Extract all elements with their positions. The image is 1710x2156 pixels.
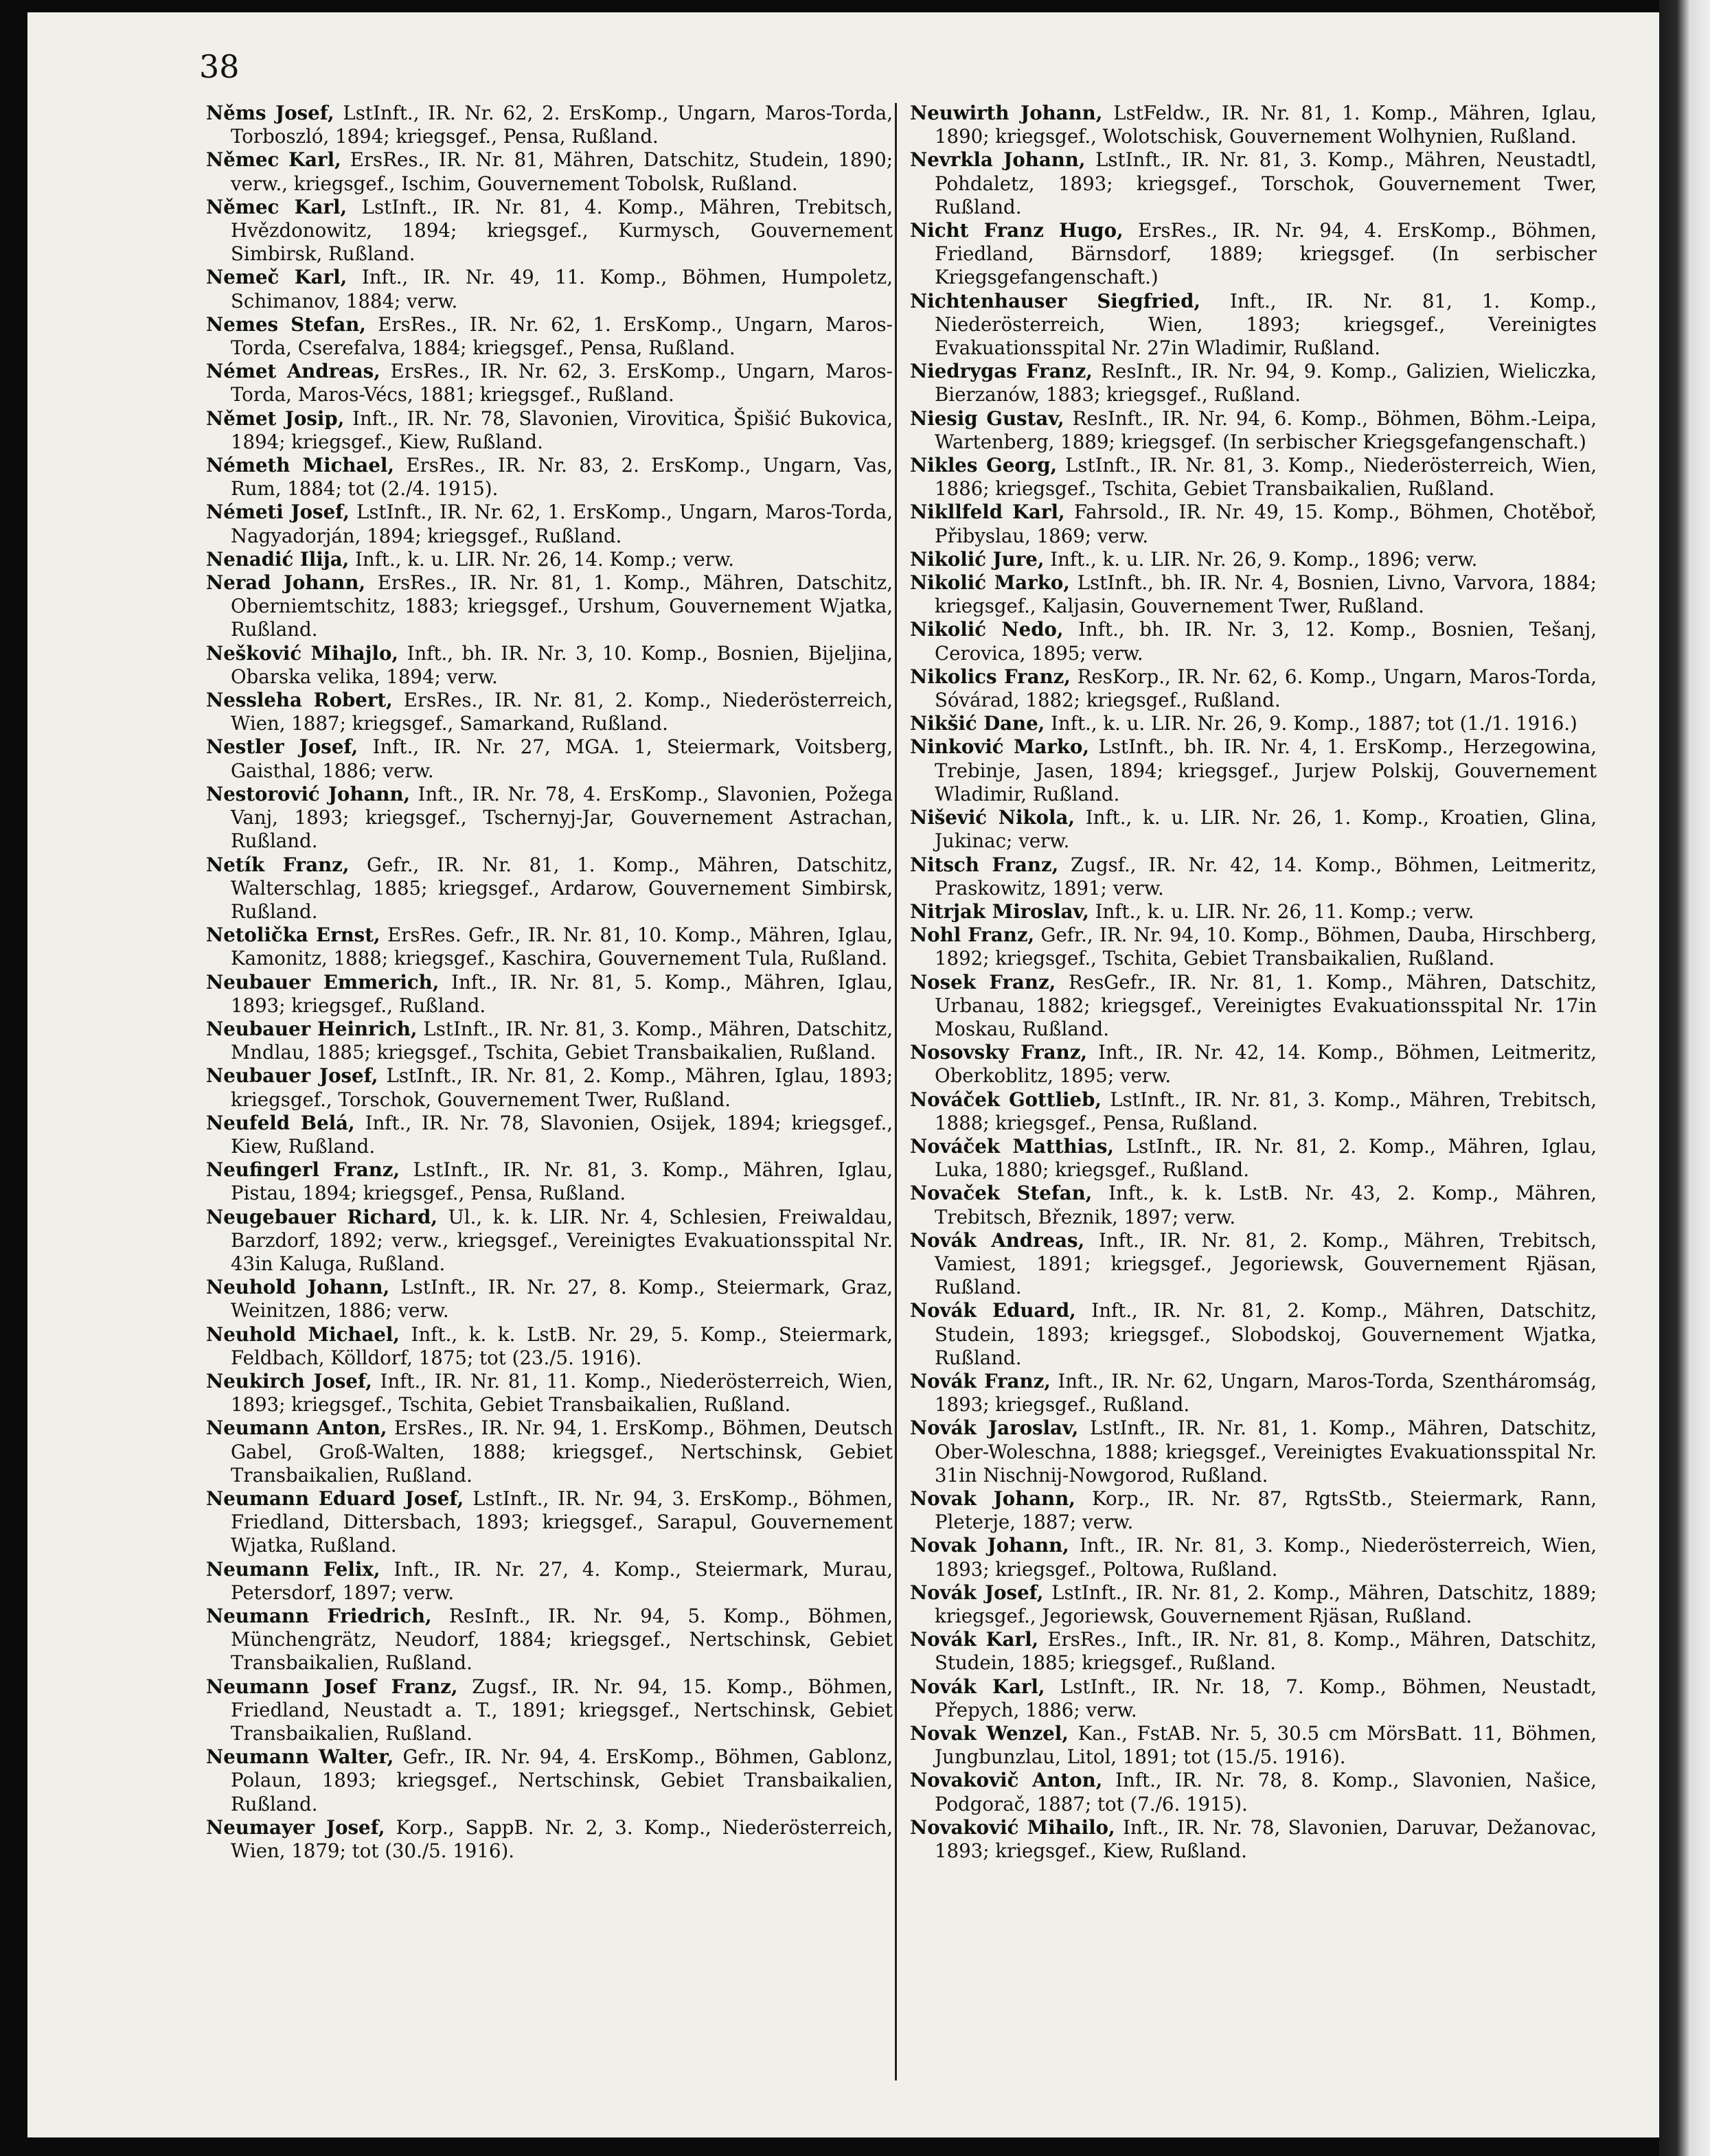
entry-details: Zugsf., IR. Nr. 94, 15. Komp., Böhmen, Friedland, Neustadt a. T., 1891; kriegsgef., Nertschinsk, Gebiet Transbaikalien, Rußland. [231, 1675, 893, 1745]
casualty-entry [910, 1370, 1597, 1417]
entry-name: Novak Johann, [910, 1534, 1069, 1557]
casualty-entry [910, 1135, 1597, 1182]
entry-details: LstInft., IR. Nr. 81, 2. Komp., Mähren, Iglau, Luka, 1880; kriegsgef., Rußland. [935, 1134, 1597, 1182]
entry-name: Novák Eduard, [910, 1299, 1076, 1322]
entry-name: Nikles Georg, [910, 454, 1058, 477]
entry-details: ErsRes., IR. Nr. 81, 2. Komp., Niederösterreich, Wien, 1887; kriegsgef., Samarkand, Rußland. [231, 689, 893, 735]
entry-details: Inft., IR. Nr. 81, 2. Komp., Mähren, Trebitsch, Vamiest, 1891; kriegsgef., Jegoriewsk, Gouvernement Rjäsan, Rußland. [935, 1228, 1597, 1299]
casualty-entry [910, 1675, 1597, 1722]
entry-name: Novák Franz, [910, 1369, 1051, 1392]
entry-details: Inft., IR. Nr. 49, 11. Komp., Böhmen, Humpoletz, Schimanov, 1884; verw. [231, 266, 893, 312]
entry-name: Novak Johann, [910, 1487, 1075, 1510]
entry-name: Neumann Friedrich, [206, 1605, 432, 1627]
casualty-entry [910, 571, 1597, 618]
entry-name: Novák Josef, [910, 1581, 1044, 1604]
entry-name: Novakovič Anton, [910, 1769, 1103, 1792]
entry-name: Němec Karl, [206, 148, 341, 172]
entry-name: Nenadić Ilija, [206, 547, 350, 571]
casualty-entry [910, 971, 1597, 1042]
left-column [206, 102, 893, 1863]
casualty-entry [910, 900, 1597, 924]
entry-details: LstInft., IR. Nr. 81, 4. Komp., Mähren, Trebitsch, Hvězdonowitz, 1894; kriegsgef., Kurmysch, Gouvernement Simbirsk, Rußland. [231, 195, 893, 266]
entry-details: Inft., IR. Nr. 62, Ungarn, Maros-Torda, Szentháromság, 1893; kriegsgef., Rußland. [935, 1369, 1597, 1417]
entry-name: Neumayer Josef, [206, 1815, 385, 1839]
entry-name: Němec Karl, [206, 195, 347, 218]
entry-details: ErsRes., IR. Nr. 94, 4. ErsKomp., Böhmen, Friedland, Bärnsdorf, 1889; kriegsgef. (In serbischer Kriegsgefangenschaft.) [935, 219, 1597, 289]
entry-details: ResInft., IR. Nr. 94, 6. Komp., Böhmen, Böhm.-Leipa, Wartenberg, 1889; kriegsgef. (In serbischer Kriegsgefangenschaft.) [935, 406, 1597, 453]
entry-details: Inft., IR. Nr. 78, Slavonien, Daruvar, Dežanovac, 1893; kriegsgef., Kiew, Rußland. [935, 1815, 1597, 1863]
casualty-entry [910, 924, 1597, 970]
entry-details: Inft., k. k. LstB. Nr. 29, 5. Komp., Steiermark, Feldbach, Kölldorf, 1875; tot (23./5. 1916). [231, 1322, 893, 1369]
entry-name: Nohl Franz, [910, 924, 1035, 947]
entry-name: Neuhold Johann, [206, 1276, 390, 1299]
entry-details: Inft., IR. Nr. 78, 4. ErsKomp., Slavonien, Požega Vanj, 1893; kriegsgef., Tschernyj-Jar, Gouvernement Astrachan, Rußland. [231, 782, 893, 853]
entry-details: Korp., IR. Nr. 87, RgtsStb., Steiermark, Rann, Pleterje, 1887; verw. [935, 1487, 1597, 1534]
entry-name: Nováček Matthias, [910, 1134, 1115, 1158]
entry-details: LstInft., IR. Nr. 27, 8. Komp., Steiermark, Graz, Weinitzen, 1886; verw. [231, 1276, 893, 1322]
right-column [910, 102, 1597, 1863]
casualty-entry [206, 853, 893, 924]
casualty-entry [206, 689, 893, 735]
entry-details: Inft., IR. Nr. 81, 1. Komp., Niederösterreich, Wien, 1893; kriegsgef., Vereinigtes Evakuationsspital Nr. 27in Wladimir, Rußland. [935, 289, 1597, 360]
entry-name: Novaković Mihailo, [910, 1815, 1115, 1839]
casualty-entry [206, 735, 893, 782]
casualty-entry [910, 618, 1597, 665]
column-divider [895, 103, 897, 2080]
casualty-entry [206, 266, 893, 312]
entry-details: Inft., IR. Nr. 78, Slavonien, Osijek, 1894; kriegsgef., Kiew, Rußland. [231, 1111, 893, 1158]
entry-name: Nicht Franz Hugo, [910, 219, 1124, 242]
casualty-entry [910, 1816, 1597, 1863]
casualty-entry [910, 665, 1597, 712]
casualty-entry [206, 783, 893, 853]
entry-details: Gefr., IR. Nr. 94, 10. Komp., Böhmen, Dauba, Hirschberg, 1892; kriegsgef., Tschita, Gebiet Transbaikalien, Rußland. [935, 924, 1597, 970]
entry-details: Inft., k. u. LIR. Nr. 26, 9. Komp., 1896; verw. [1050, 547, 1478, 571]
entry-details: Gefr., IR. Nr. 81, 1. Komp., Mähren, Datschitz, Walterschlag, 1885; kriegsgef., Ardarow, Gouvernement Simbirsk, Rußland. [231, 853, 893, 923]
casualty-entry [206, 1276, 893, 1322]
casualty-entry [910, 1417, 1597, 1487]
entry-details: LstInft., IR. Nr. 81, 3. Komp., Mähren, Datschitz, Mndlau, 1885; kriegsgef., Tschita, Gebiet Transbaikalien, Rußland. [231, 1017, 893, 1064]
casualty-entry [910, 1581, 1597, 1628]
entry-name: Novák Karl, [910, 1628, 1039, 1651]
entry-details: LstInft., IR. Nr. 62, 2. ErsKomp., Ungarn, Maros-Torda, Torboszló, 1894; kriegsgef., Pensa, Rußland. [231, 102, 893, 148]
casualty-entry [206, 454, 893, 501]
entry-details: Zugsf., IR. Nr. 42, 14. Komp., Böhmen, Leitmeritz, Praskowitz, 1891; verw. [935, 853, 1597, 899]
entry-details: Inft., IR. Nr. 81, 5. Komp., Mähren, Iglau, 1893; kriegsgef., Rußland. [231, 970, 893, 1017]
entry-details: LstInft., IR. Nr. 81, 2. Komp., Mähren, Datschitz, 1889; kriegsgef., Jegoriewsk, Gouvernement Rjäsan, Rußland. [935, 1581, 1597, 1627]
entry-details: ResKorp., IR. Nr. 62, 6. Komp., Ungarn, Maros-Torda, Sóvárad, 1882; kriegsgef., Rußland. [935, 665, 1597, 712]
casualty-entry [206, 1816, 893, 1863]
casualty-entry [206, 148, 893, 195]
casualty-entry [206, 1323, 893, 1370]
entry-name: Neuhold Michael, [206, 1322, 400, 1346]
casualty-entry [910, 1229, 1597, 1300]
entry-name: Nikolić Jure, [910, 547, 1045, 571]
entry-name: Neumann Josef Franz, [206, 1675, 458, 1698]
entry-name: Neufeld Belá, [206, 1111, 355, 1134]
entry-name: Nosovsky Franz, [910, 1041, 1088, 1064]
entry-details: Inft., bh. IR. Nr. 3, 10. Komp., Bosnien, Bijeljina, Obarska velika, 1894; verw. [231, 641, 893, 688]
casualty-entry [910, 712, 1597, 735]
casualty-entry [206, 1206, 893, 1276]
entry-name: Neugebauer Richard, [206, 1205, 437, 1228]
entry-name: Nišević Nikola, [910, 806, 1075, 829]
casualty-entry [206, 1745, 893, 1816]
entry-name: Nováček Gottlieb, [910, 1088, 1102, 1111]
casualty-entry [206, 642, 893, 689]
casualty-entry [910, 501, 1597, 547]
casualty-entry [206, 102, 893, 148]
casualty-entry [206, 548, 893, 571]
casualty-entry [206, 571, 893, 642]
casualty-entry [206, 1487, 893, 1558]
entry-details: Inft., k. u. LIR. Nr. 26, 1. Komp., Kroatien, Glina, Jukinac; verw. [935, 806, 1597, 853]
entry-name: Neumann Walter, [206, 1745, 394, 1769]
casualty-entry [206, 1675, 893, 1746]
entry-name: Novák Karl, [910, 1675, 1045, 1698]
entry-details: Inft., k. u. LIR. Nr. 26, 14. Komp.; verw. [355, 547, 734, 571]
entry-details: Fahrsold., IR. Nr. 49, 15. Komp., Böhmen, Chotěboř, Přibyslau, 1869; verw. [935, 501, 1597, 547]
entry-details: Inft., bh. IR. Nr. 3, 12. Komp., Bosnien, Tešanj, Cerovica, 1895; verw. [935, 618, 1597, 665]
entry-details: Inft., IR. Nr. 27, MGA. 1, Steiermark, Voitsberg, Gaisthal, 1886; verw. [231, 735, 893, 782]
entry-details: Inft., IR. Nr. 78, Slavonien, Virovitica, Špišić Bukovica, 1894; kriegsgef., Kiew, Rußland. [231, 406, 893, 453]
casualty-entry [206, 1112, 893, 1158]
casualty-entry [910, 806, 1597, 853]
entry-details: ResInft., IR. Nr. 94, 9. Komp., Galizien, Wieliczka, Bierzanów, 1883; kriegsgef., Rußland. [935, 360, 1597, 406]
entry-name: Neufingerl Franz, [206, 1158, 400, 1182]
entry-name: Nichtenhauser Siegfried, [910, 289, 1200, 312]
casualty-entry [910, 853, 1597, 900]
entry-details: ErsRes., IR. Nr. 62, 1. ErsKomp., Ungarn, Maros-Torda, Cserefalva, 1884; kriegsgef., Pensa, Rußland. [231, 312, 893, 360]
entry-name: Nikllfeld Karl, [910, 501, 1065, 524]
entry-name: Németh Michael, [206, 454, 394, 477]
entry-details: LstInft., IR. Nr. 94, 3. ErsKomp., Böhmen, Friedland, Dittersbach, 1893; kriegsgef., Sarapul, Gouvernement Wjatka, Rußland. [231, 1487, 893, 1557]
entry-details: Inft., k. u. LIR. Nr. 26, 11. Komp.; verw. [1095, 899, 1474, 923]
entry-details: LstInft., IR. Nr. 81, 2. Komp., Mähren, Iglau, 1893; kriegsgef., Torschok, Gouvernement Twer, Rußland. [231, 1064, 893, 1111]
entry-name: Nestorović Johann, [206, 782, 411, 805]
entry-name: Novaček Stefan, [910, 1182, 1093, 1205]
entry-details: Ul., k. k. LIR. Nr. 4, Schlesien, Freiwaldau, Barzdorf, 1892; verw., kriegsgef., Vereinigtes Evakuationsspital Nr. 43in Kaluga, Rußland. [231, 1205, 893, 1275]
entry-details: ResInft., IR. Nr. 94, 5. Komp., Böhmen, Münchengrätz, Neudorf, 1884; kriegsgef., Nertschinsk, Gebiet Transbaikalien, Rußland. [231, 1605, 893, 1675]
entry-details: LstInft., IR. Nr. 81, 1. Komp., Mähren, Datschitz, Ober-Woleschna, 1888; kriegsgef., Vereinigtes Evakuationsspital Nr. 31in Nischnij-Nowgorod, Rußland. [935, 1417, 1597, 1487]
entry-name: Nikolics Franz, [910, 665, 1071, 688]
casualty-entry [910, 1534, 1597, 1581]
entry-name: Nitsch Franz, [910, 853, 1059, 876]
entry-name: Ninković Marko, [910, 735, 1090, 759]
entry-details: LstInft., IR. Nr. 81, 3. Komp., Mähren, Neustadtl, Pohdaletz, 1893; kriegsgef., Torschok, Gouvernement Twer, Rußland. [935, 148, 1597, 218]
casualty-entry [206, 407, 893, 454]
entry-details: Inft., k. u. LIR. Nr. 26, 9. Komp., 1887; tot (1./1. 1916.) [1051, 712, 1577, 735]
casualty-entry [206, 501, 893, 547]
entry-details: Inft., IR. Nr. 81, 11. Komp., Niederösterreich, Wien, 1893; kriegsgef., Tschita, Gebiet Transbaikalien, Rußland. [231, 1369, 893, 1417]
entry-details: LstInft., IR. Nr. 81, 3. Komp., Mähren, Iglau, Pistau, 1894; kriegsgef., Pensa, Rußland. [231, 1158, 893, 1205]
entry-name: Nitrjak Miroslav, [910, 899, 1089, 923]
entry-details: ErsRes., IR. Nr. 83, 2. ErsKomp., Ungarn, Vas, Rum, 1884; tot (2./4. 1915). [231, 454, 893, 501]
casualty-entry [910, 735, 1597, 806]
casualty-entry [910, 102, 1597, 148]
page-number: 38 [199, 48, 240, 85]
entry-name: Niedrygas Franz, [910, 360, 1093, 383]
entry-details: Inft., k. k. LstB. Nr. 43, 2. Komp., Mähren, Trebitsch, Březnik, 1897; verw. [935, 1182, 1597, 1228]
entry-name: Neukirch Josef, [206, 1369, 372, 1392]
entry-details: Inft., IR. Nr. 27, 4. Komp., Steiermark, Murau, Petersdorf, 1897; verw. [231, 1557, 893, 1604]
entry-name: Nestler Josef, [206, 735, 358, 759]
casualty-entry [910, 219, 1597, 290]
entry-details: LstInft., IR. Nr. 81, 3. Komp., Niederösterreich, Wien, 1886; kriegsgef., Tschita, Gebiet Transbaikalien, Rußland. [935, 454, 1597, 501]
casualty-entry [206, 360, 893, 406]
entry-name: Novák Andreas, [910, 1228, 1085, 1252]
casualty-entry [206, 313, 893, 360]
entry-name: Niesig Gustav, [910, 406, 1064, 430]
entry-name: Nikolić Marko, [910, 571, 1070, 595]
entry-name: Neubauer Emmerich, [206, 970, 440, 994]
casualty-entry [206, 1064, 893, 1111]
entry-name: Novak Wenzel, [910, 1722, 1069, 1745]
casualty-entry [910, 1182, 1597, 1228]
casualty-entry [206, 971, 893, 1018]
entry-name: Nešković Mihajlo, [206, 641, 398, 665]
casualty-entry [910, 1041, 1597, 1088]
entry-name: Nemes Stefan, [206, 312, 366, 336]
entry-name: Nemeč Karl, [206, 266, 347, 289]
entry-details: Inft., IR. Nr. 78, 8. Komp., Slavonien, Našice, Podgorač, 1887; tot (7./6. 1915). [935, 1769, 1597, 1815]
entry-name: Nikolić Nedo, [910, 618, 1064, 641]
casualty-entry [910, 1088, 1597, 1135]
casualty-entry [910, 548, 1597, 571]
entry-name: Nessleha Robert, [206, 689, 393, 712]
entry-details: Inft., IR. Nr. 81, 2. Komp., Mähren, Datschitz, Studein, 1893; kriegsgef., Slobodskoj, Gouvernement Wjatka, Rußland. [935, 1299, 1597, 1369]
entry-name: Neumann Felix, [206, 1557, 380, 1581]
entry-name: Német Andreas, [206, 360, 380, 383]
entry-details: LstInft., IR. Nr. 62, 1. ErsKomp., Ungarn, Maros-Torda, Nagyadorján, 1894; kriegsgef., Rußland. [231, 501, 893, 547]
entry-details: ErsRes. Gefr., IR. Nr. 81, 10. Komp., Mähren, Iglau, Kamonitz, 1888; kriegsgef., Kaschira, Gouvernement Tula, Rußland. [231, 924, 893, 970]
entry-name: Novák Jaroslav, [910, 1417, 1079, 1440]
entry-name: Németi Josef, [206, 501, 350, 524]
entry-details: LstFeldw., IR. Nr. 81, 1. Komp., Mähren, Iglau, 1890; kriegsgef., Wolotschisk, Gouvernement Wolhynien, Rußland. [935, 102, 1597, 148]
entry-name: Netík Franz, [206, 853, 350, 876]
entry-name: Nerad Johann, [206, 571, 366, 595]
casualty-entry [910, 1769, 1597, 1815]
entry-name: Němet Josip, [206, 406, 345, 430]
entry-details: LstInft., bh. IR. Nr. 4, 1. ErsKomp., Herzegowina, Trebinje, Jasen, 1894; kriegsgef., Jurjew Polskij, Gouvernement Wladimir, Rußland. [935, 735, 1597, 805]
casualty-entry [206, 1018, 893, 1064]
entry-details: Kan., FstAB. Nr. 5, 30.5 cm MörsBatt. 11, Böhmen, Jungbunzlau, Litol, 1891; tot (15./5. 1916). [935, 1722, 1597, 1769]
casualty-entry [910, 148, 1597, 219]
casualty-entry [206, 196, 893, 266]
entry-details: LstInft., IR. Nr. 18, 7. Komp., Böhmen, Neustadt, Přepych, 1886; verw. [935, 1675, 1597, 1721]
casualty-entry [910, 1299, 1597, 1370]
entry-details: ErsRes., IR. Nr. 81, 1. Komp., Mähren, Datschitz, Oberniemtschitz, 1883; kriegsgef., Urshum, Gouvernement Wjatka, Rußland. [231, 571, 893, 641]
entry-name: Neuwirth Johann, [910, 102, 1103, 124]
entry-details: Inft., IR. Nr. 81, 3. Komp., Niederösterreich, Wien, 1893; kriegsgef., Poltowa, Rußland. [935, 1534, 1597, 1581]
entry-name: Neubauer Heinrich, [206, 1017, 418, 1040]
casualty-entry [206, 1558, 893, 1605]
entry-name: Nosek Franz, [910, 970, 1056, 994]
casualty-entry [206, 924, 893, 970]
casualty-entry [206, 1158, 893, 1205]
entry-name: Něms Josef, [206, 102, 334, 124]
entry-name: Nikšić Dane, [910, 712, 1045, 735]
casualty-entry [206, 1605, 893, 1675]
casualty-entry [910, 1722, 1597, 1769]
casualty-entry [206, 1370, 893, 1417]
entry-details: ErsRes., IR. Nr. 62, 3. ErsKomp., Ungarn, Maros-Torda, Maros-Vécs, 1881; kriegsgef., Rußland. [231, 360, 893, 406]
casualty-entry [910, 454, 1597, 501]
casualty-entry [910, 1628, 1597, 1675]
entry-details: Gefr., IR. Nr. 94, 4. ErsKomp., Böhmen, Gablonz, Polaun, 1893; kriegsgef., Nertschinsk, Gebiet Transbaikalien, Rußland. [231, 1745, 893, 1815]
entry-details: LstInft., bh. IR. Nr. 4, Bosnien, Livno, Varvora, 1884; kriegsgef., Kaljasin, Gouvernement Twer, Rußland. [935, 571, 1597, 618]
entry-details: ErsRes., IR. Nr. 94, 1. ErsKomp., Böhmen, Deutsch Gabel, Groß-Walten, 1888; kriegsgef., Nertschinsk, Gebiet Transbaikalien, Rußland. [231, 1417, 893, 1487]
entry-details: Korp., SappB. Nr. 2, 3. Komp., Niederösterreich, Wien, 1879; tot (30./5. 1916). [231, 1815, 893, 1863]
casualty-entry [206, 1417, 893, 1487]
casualty-entry [910, 1487, 1597, 1534]
entry-details: Inft., IR. Nr. 42, 14. Komp., Böhmen, Leitmeritz, Oberkoblitz, 1895; verw. [935, 1041, 1597, 1088]
casualty-entry [910, 407, 1597, 454]
entry-name: Nevrkla Johann, [910, 148, 1086, 172]
casualty-entry [910, 290, 1597, 360]
entry-details: ResGefr., IR. Nr. 81, 1. Komp., Mähren, Datschitz, Urbanau, 1882; kriegsgef., Vereinigtes Evakuationsspital Nr. 17in Moskau, Rußland. [935, 970, 1597, 1040]
entry-details: ErsRes., IR. Nr. 81, Mähren, Datschitz, Studein, 1890; verw., kriegsgef., Ischim, Gouvernement Tobolsk, Rußland. [231, 148, 893, 195]
entry-name: Neumann Eduard Josef, [206, 1487, 464, 1510]
entry-name: Neubauer Josef, [206, 1064, 378, 1088]
book-spine-edge [1659, 0, 1710, 2156]
entry-name: Neumann Anton, [206, 1417, 387, 1440]
entry-details: ErsRes., Inft., IR. Nr. 81, 8. Komp., Mähren, Datschitz, Studein, 1885; kriegsgef., Rußland. [935, 1628, 1597, 1675]
entry-details: LstInft., IR. Nr. 81, 3. Komp., Mähren, Trebitsch, 1888; kriegsgef., Pensa, Rußland. [935, 1088, 1597, 1134]
entry-name: Netolička Ernst, [206, 924, 380, 947]
casualty-entry [910, 360, 1597, 406]
